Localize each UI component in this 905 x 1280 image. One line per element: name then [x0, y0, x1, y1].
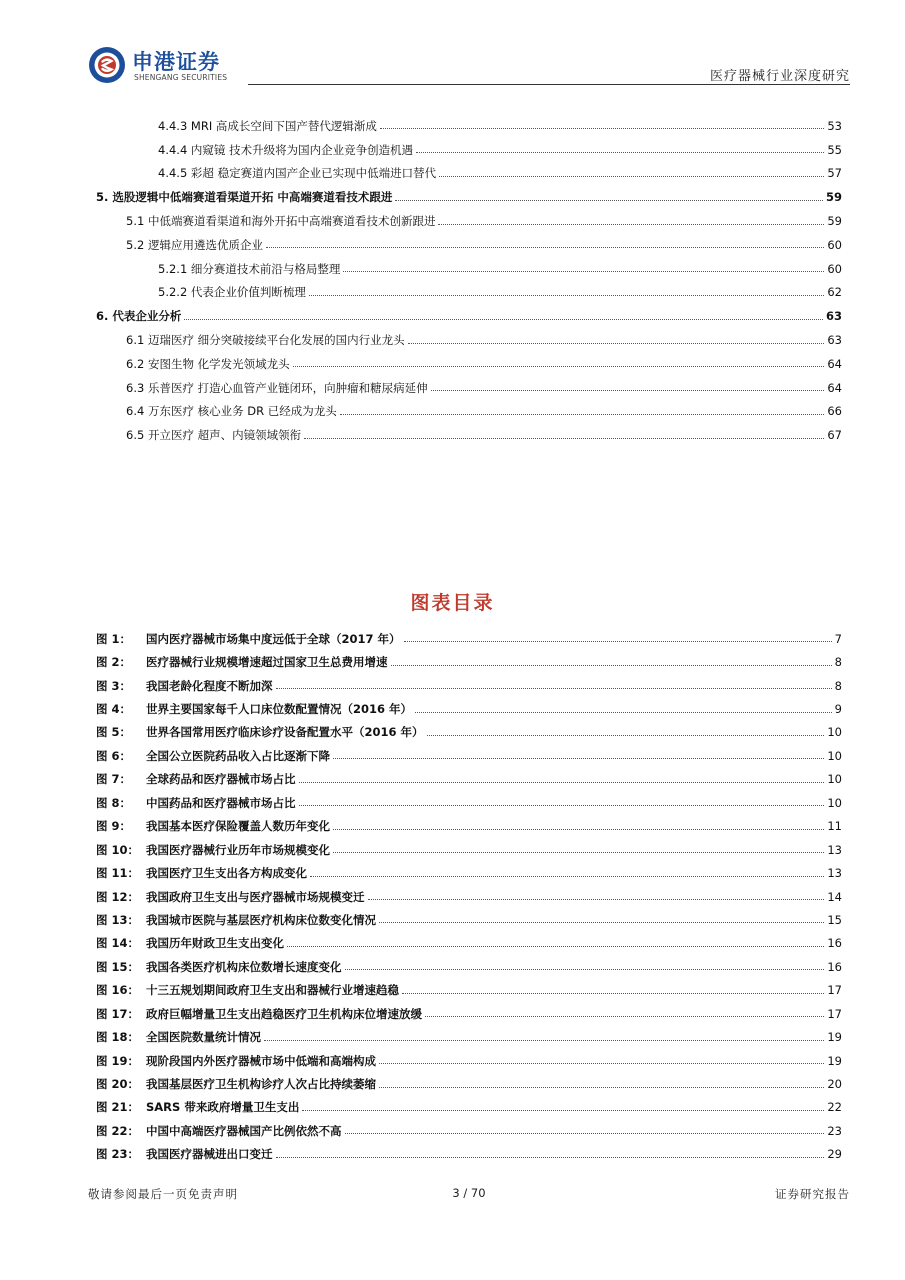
figure-entry-page: 29 [827, 1147, 842, 1162]
toc-entry-page: 63 [825, 309, 842, 324]
toc-entry-page: 62 [827, 285, 842, 300]
toc-entry-title: 5.2.1 细分赛道技术前沿与格局整理 [158, 261, 341, 276]
toc-entry[interactable] [96, 162, 842, 186]
figure-entry-page: 9 [834, 702, 842, 717]
figure-entry-title: 中国药品和医疗器械市场占比 [146, 795, 296, 810]
figure-entry-page: 13 [827, 842, 842, 857]
figure-entry-page: 10 [827, 725, 842, 740]
toc-entry-title: 4.4.3 MRI 高成长空间下国产替代逻辑渐成 [158, 118, 377, 133]
dot-leader [276, 688, 832, 689]
figures-list [96, 627, 842, 1166]
dot-leader [333, 829, 824, 830]
dot-leader [439, 176, 824, 177]
dot-leader [304, 438, 824, 439]
dot-leader [333, 852, 824, 853]
dot-leader [343, 271, 824, 272]
page-footer [88, 1186, 850, 1206]
figure-entry-number: 图 8： [96, 795, 132, 810]
figure-entry[interactable] [96, 650, 842, 673]
toc-entry-title: 4.4.4 内窥镜 技术升级将为国内企业竞争创造机遇 [158, 142, 414, 157]
figure-entry[interactable] [96, 1119, 842, 1142]
figure-entry-page: 8 [834, 655, 842, 670]
dot-leader [310, 876, 824, 877]
dot-leader [302, 1110, 824, 1111]
figure-entry-title: 十三五规划期间政府卫生支出和器械行业增速趋稳 [146, 983, 399, 998]
dot-leader [293, 366, 825, 367]
dot-leader [415, 712, 832, 713]
disclaimer-note: 敬请参阅最后一页免责声明 [88, 1187, 238, 1201]
dot-leader [380, 128, 824, 129]
figure-entry-title: 我国城市医院与基层医疗机构床位数变化情况 [146, 912, 376, 927]
toc-entry-page: 53 [827, 118, 842, 133]
toc-entry-title: 6.4 万东医疗 核心业务 DR 已经成为龙头 [126, 404, 337, 419]
figure-entry-title: 我国历年财政卫生支出变化 [146, 936, 284, 951]
figure-entry-number: 图 4： [96, 702, 132, 717]
toc-entry-title: 5.1 中低端赛道看渠道和海外开拓中高端赛道看技术创新跟进 [126, 214, 436, 229]
figure-entry-page: 8 [834, 678, 842, 693]
figure-entry[interactable] [96, 885, 842, 908]
figure-entry-number: 图 7： [96, 772, 132, 787]
figure-entry-page: 20 [827, 1077, 842, 1092]
page-number: 3 / 70 [452, 1186, 486, 1200]
figure-entry-title: 全国公立医院药品收入占比逐渐下降 [146, 748, 330, 763]
toc-entry-page: 59 [827, 214, 842, 229]
toc-entry[interactable] [96, 304, 842, 328]
logo-subtext: SHENGANG SECURITIES [134, 73, 228, 82]
toc-entry[interactable] [96, 376, 842, 400]
toc-entry-title: 5.2.2 代表企业价值判断梳理 [158, 285, 306, 300]
figure-entry-number: 图 2： [96, 655, 132, 670]
dot-leader [395, 200, 823, 201]
figure-entry-number: 图 10： [96, 842, 140, 857]
toc-entry[interactable] [96, 114, 842, 138]
toc-entry-page: 67 [827, 428, 842, 443]
toc-entry-title: 6.3 乐普医疗 打造心血管产业链闭环，向肿瘤和糖尿病延伸 [126, 380, 428, 395]
dot-leader [333, 758, 824, 759]
shengang-logo-icon [88, 46, 126, 84]
page-header [88, 44, 850, 88]
report-title: 医疗器械行业深度研究 [709, 69, 850, 84]
toc-entry[interactable] [96, 185, 842, 209]
dot-leader [345, 969, 825, 970]
toc-entry-title: 5. 选股逻辑中低端赛道看渠道开拓 中高端赛道看技术跟进 [96, 190, 393, 205]
dot-leader [368, 899, 825, 900]
dot-leader [299, 782, 825, 783]
dot-leader [408, 343, 825, 344]
figure-entry[interactable] [96, 791, 842, 814]
figure-entry-title: 政府巨幅增量卫生支出趋稳医疗卫生机构床位增速放缓 [146, 1006, 422, 1021]
figure-entry-number: 图 23： [96, 1147, 140, 1162]
figure-entry-number: 图 6： [96, 748, 132, 763]
dot-leader [266, 247, 824, 248]
figure-entry[interactable] [96, 1072, 842, 1095]
dot-leader [379, 1087, 824, 1088]
toc-entry-title: 6. 代表企业分析 [96, 309, 182, 324]
figure-entry[interactable] [96, 955, 842, 978]
figure-entry[interactable] [96, 861, 842, 884]
toc-entry[interactable] [96, 400, 842, 424]
figure-entry-title: 世界各国常用医疗临床诊疗设备配置水平（2016 年） [146, 725, 424, 740]
dot-leader [391, 665, 832, 666]
figure-entry-number: 图 1： [96, 631, 132, 646]
toc-entry-page: 57 [827, 166, 842, 181]
figure-entry-number: 图 12： [96, 889, 140, 904]
figure-entry-number: 图 13： [96, 912, 140, 927]
dot-leader [402, 993, 824, 994]
figure-entry-page: 16 [827, 936, 842, 951]
figure-entry[interactable] [96, 627, 842, 650]
figure-entry-page: 11 [827, 819, 842, 834]
figure-entry-title: SARS 带来政府增量卫生支出 [146, 1100, 300, 1115]
toc-entry[interactable] [96, 328, 842, 352]
toc-entry-title: 5.2 逻辑应用遴选优质企业 [126, 237, 263, 252]
dot-leader [425, 1016, 824, 1017]
figure-entry[interactable] [96, 674, 842, 697]
dot-leader [264, 1040, 824, 1041]
figure-entry-page: 14 [827, 889, 842, 904]
figure-entry[interactable] [96, 1143, 842, 1166]
figure-entry[interactable] [96, 932, 842, 955]
figure-entry[interactable] [96, 1002, 842, 1025]
figure-entry-page: 17 [827, 1006, 842, 1021]
figure-entry-page: 23 [827, 1123, 842, 1138]
toc-entry[interactable] [96, 423, 842, 447]
figure-entry-title: 世界主要国家每千人口床位数配置情况（2016 年） [146, 702, 413, 717]
figure-entry-number: 图 14： [96, 936, 140, 951]
figure-entry-number: 图 17： [96, 1006, 140, 1021]
dot-leader [345, 1133, 825, 1134]
dot-leader [299, 805, 825, 806]
toc-entry[interactable] [96, 352, 842, 376]
dot-leader [427, 735, 825, 736]
figure-entry-title: 我国医疗卫生支出各方构成变化 [146, 866, 307, 881]
toc-entry-page: 63 [827, 333, 842, 348]
figure-entry-page: 17 [827, 983, 842, 998]
figure-entry-number: 图 15： [96, 959, 140, 974]
toc-entry-page: 66 [827, 404, 842, 419]
figure-entry[interactable] [96, 721, 842, 744]
toc-entry[interactable] [96, 281, 842, 305]
toc-entry-page: 59 [825, 190, 842, 205]
figure-entry-title: 我国基本医疗保险覆盖人数历年变化 [146, 819, 330, 834]
figure-entry-page: 19 [827, 1030, 842, 1045]
figure-entry-title: 我国政府卫生支出与医疗器械市场规模变迁 [146, 889, 365, 904]
toc-entry[interactable] [96, 257, 842, 281]
figure-entry[interactable] [96, 979, 842, 1002]
dot-leader [431, 390, 825, 391]
toc-entry[interactable] [96, 209, 842, 233]
figure-entry-title: 我国医疗器械行业历年市场规模变化 [146, 842, 330, 857]
figure-entry-title: 全国医院数量统计情况 [146, 1030, 261, 1045]
report-type: 证券研究报告 [775, 1187, 850, 1201]
figure-entry-number: 图 20： [96, 1077, 140, 1092]
toc-entry-title: 6.5 开立医疗 超声、内镜领域领衔 [126, 428, 302, 443]
figure-entry[interactable] [96, 744, 842, 767]
dot-leader [276, 1157, 825, 1158]
figure-entry-title: 我国医疗器械进出口变迁 [146, 1147, 273, 1162]
figure-entry[interactable] [96, 768, 842, 791]
logo-text: 申港证券 [132, 50, 220, 74]
figure-entry-page: 19 [827, 1053, 842, 1068]
dot-leader [309, 295, 824, 296]
toc-entry[interactable] [96, 138, 842, 162]
toc-entry-title: 6.1 迈瑞医疗 细分突破接续平台化发展的国内行业龙头 [126, 333, 405, 348]
figure-entry[interactable] [96, 815, 842, 838]
figure-entry[interactable] [96, 838, 842, 861]
figure-entry-number: 图 22： [96, 1123, 140, 1138]
dot-leader [438, 224, 824, 225]
figures-list-title: 图表目录 [410, 592, 495, 614]
figure-entry[interactable] [96, 1025, 842, 1048]
figure-entry-title: 中国中高端医疗器械国产比例依然不高 [146, 1123, 342, 1138]
figure-entry-number: 图 9： [96, 819, 132, 834]
dot-leader [379, 922, 824, 923]
dot-leader [379, 1063, 824, 1064]
dot-leader [340, 414, 825, 415]
figure-entry-page: 10 [827, 795, 842, 810]
dot-leader [416, 152, 824, 153]
figure-entry-page: 15 [827, 912, 842, 927]
toc-entry[interactable] [96, 233, 842, 257]
figure-entry-number: 图 16： [96, 983, 140, 998]
figure-entry[interactable] [96, 908, 842, 931]
toc-entry-page: 64 [827, 380, 842, 395]
figure-entry-page: 13 [827, 866, 842, 881]
toc-entry-page: 64 [827, 356, 842, 371]
figure-entry-page: 22 [827, 1100, 842, 1115]
toc-entry-page: 55 [827, 142, 842, 157]
figure-entry-number: 图 5： [96, 725, 132, 740]
toc-entry-title: 6.2 安图生物 化学发光领域龙头 [126, 356, 290, 371]
figure-entry[interactable] [96, 1096, 842, 1119]
figure-entry[interactable] [96, 697, 842, 720]
toc-entry-page: 60 [827, 237, 842, 252]
figure-entry-title: 我国基层医疗卫生机构诊疗人次占比持续萎缩 [146, 1077, 376, 1092]
figure-entry-title: 现阶段国内外医疗器械市场中低端和高端构成 [146, 1053, 376, 1068]
table-of-contents [96, 114, 842, 447]
figure-entry-page: 10 [827, 772, 842, 787]
figure-entry-title: 全球药品和医疗器械市场占比 [146, 772, 296, 787]
dot-leader [404, 641, 832, 642]
figure-entry[interactable] [96, 1049, 842, 1072]
header-divider [248, 84, 850, 85]
figure-entry-page: 7 [834, 631, 842, 646]
toc-entry-page: 60 [827, 261, 842, 276]
figure-entry-title: 医疗器械行业规模增速超过国家卫生总费用增速 [146, 655, 388, 670]
toc-entry-title: 4.4.5 彩超 稳定赛道内国产企业已实现中低端进口替代 [158, 166, 437, 181]
figure-entry-page: 16 [827, 959, 842, 974]
figure-entry-page: 10 [827, 748, 842, 763]
figure-entry-number: 图 18： [96, 1030, 140, 1045]
dot-leader [184, 319, 823, 320]
figure-entry-number: 图 11： [96, 866, 140, 881]
dot-leader [287, 946, 824, 947]
figure-entry-title: 我国各类医疗机构床位数增长速度变化 [146, 959, 342, 974]
figure-entry-number: 图 19： [96, 1053, 140, 1068]
figure-entry-number: 图 21： [96, 1100, 140, 1115]
figure-entry-title: 国内医疗器械市场集中度远低于全球（2017 年） [146, 631, 401, 646]
figure-entry-number: 图 3： [96, 678, 132, 693]
figure-entry-title: 我国老龄化程度不断加深 [146, 678, 273, 693]
